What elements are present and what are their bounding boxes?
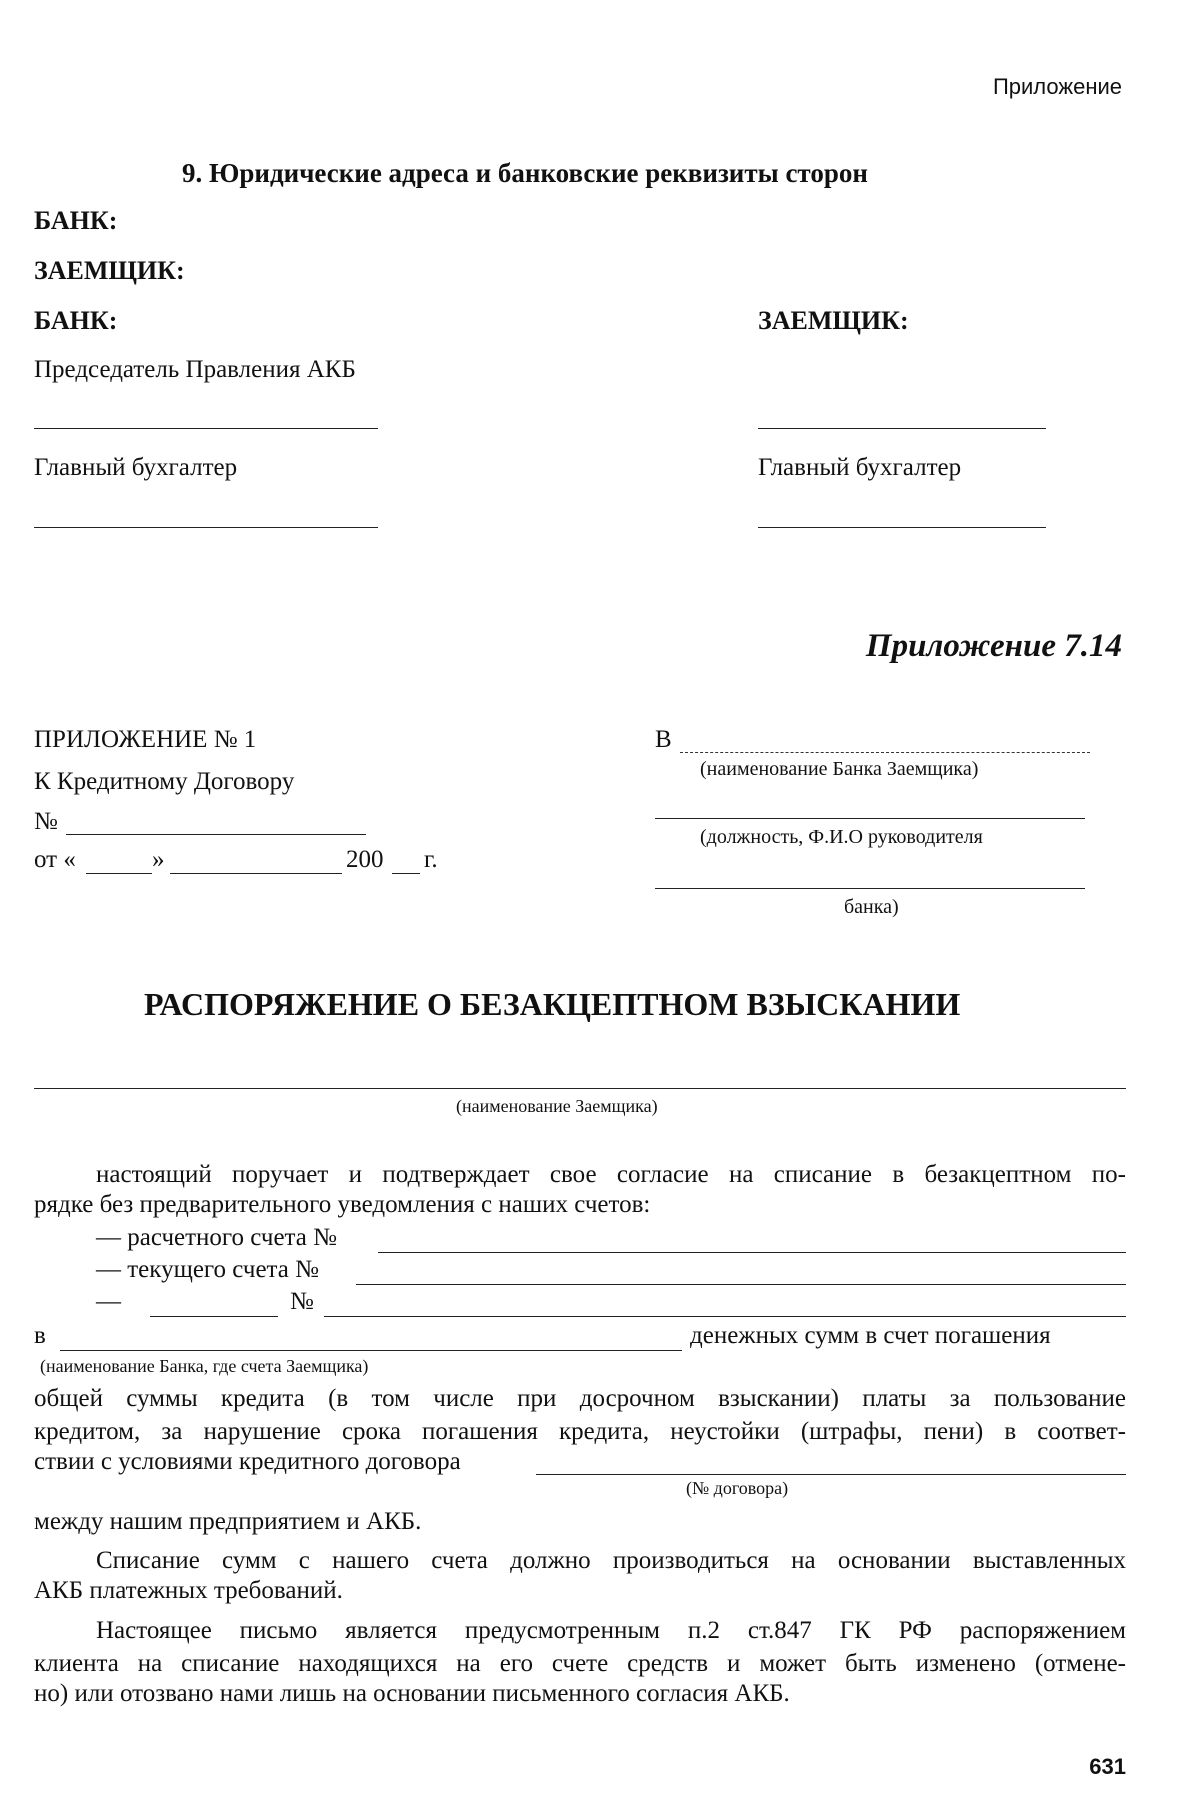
addressee-to: В xyxy=(655,726,672,753)
para3-line1: Списание сумм с нашего счета должно производиться на основании выставленных xyxy=(96,1547,1126,1574)
contract-number-field-line xyxy=(536,1474,1126,1475)
section-title: 9. Юридические адреса и банковские реквизиты сторон xyxy=(182,158,868,188)
addressee-bank-line xyxy=(680,752,1090,753)
para2-line1: общей суммы кредита (в том числе при досрочном взыскании) платы за пользование xyxy=(34,1385,1126,1412)
signature-line-chairman xyxy=(34,428,378,429)
addressee-name-line xyxy=(655,888,1085,889)
attachment-contract: К Кредитному Договору xyxy=(34,768,295,795)
date-year: 200 xyxy=(346,846,384,873)
borrower-name-line xyxy=(34,1088,1126,1089)
date-month-line xyxy=(170,873,342,874)
caption-position: (должность, Ф.И.О руководителя xyxy=(700,826,983,848)
order-title: РАСПОРЯЖЕНИЕ О БЕЗАКЦЕПТНОМ ВЗЫСКАНИИ xyxy=(144,986,961,1022)
caption-borrower-bank: (наименование Банка Заемщика) xyxy=(700,758,979,780)
para2-line3: ствии с условиями кредитного договора xyxy=(34,1448,461,1475)
page-number: 631 xyxy=(1089,1754,1126,1779)
date-g: г. xyxy=(424,846,438,873)
in-prefix: в xyxy=(34,1322,46,1349)
account-other-line xyxy=(324,1316,1126,1317)
account-other-type-line xyxy=(150,1316,278,1317)
signature-line-accountant-right xyxy=(758,527,1046,528)
para2-line4: между нашим предприятием и АКБ. xyxy=(34,1508,422,1535)
chairman-label: Председатель Правления АКБ xyxy=(34,356,356,383)
para4-line2: клиента на списание находящихся на его счете средств и может быть изменено (отмене- xyxy=(34,1650,1126,1677)
caption-borrower-name: (наименование Заемщика) xyxy=(456,1096,658,1116)
account-settlement: — расчетного счета № xyxy=(96,1224,337,1251)
date-quote-close: » xyxy=(152,846,165,873)
signature-line-borrower xyxy=(758,428,1046,429)
attachment-number: ПРИЛОЖЕНИЕ № 1 xyxy=(34,726,257,753)
attachment-number-prefix: № xyxy=(34,808,58,835)
account-other-dash: — xyxy=(96,1288,121,1315)
para2-line2: кредитом, за нарушение срока погашения кредита, неустойки (штрафы, пени) в соответ- xyxy=(34,1418,1126,1445)
sign-borrower-label: ЗАЕМЩИК: xyxy=(758,306,909,335)
contract-number-line xyxy=(66,834,366,835)
para3-line2: АКБ платежных требований. xyxy=(34,1577,343,1604)
account-other-no: № xyxy=(290,1288,314,1315)
para4-line1: Настоящее письмо является предусмотренным п.2 ст.847 ГК РФ распоряжением xyxy=(96,1617,1126,1644)
para4-line3: но) или отозвано нами лишь на основании письменного согласия АКБ. xyxy=(34,1680,790,1707)
caption-bank-end: банка) xyxy=(844,896,899,918)
borrower-label: ЗАЕМЩИК: xyxy=(34,256,185,285)
running-title: Приложение xyxy=(992,74,1122,99)
caption-contract-number: (№ договора) xyxy=(686,1478,789,1498)
signature-line-accountant-left xyxy=(34,527,378,528)
para1-line2: рядке без предварительного уведомления с наших счетов: xyxy=(34,1191,651,1218)
bank-where-line xyxy=(60,1350,682,1351)
chief-accountant-left: Главный бухгалтер xyxy=(34,454,238,481)
appendix-heading: Приложение 7.14 xyxy=(865,628,1122,664)
account-current-line xyxy=(356,1284,1126,1285)
sign-bank-label: БАНК: xyxy=(34,306,118,335)
account-settlement-line xyxy=(378,1252,1126,1253)
date-from: от « xyxy=(34,846,76,873)
date-year-line xyxy=(392,873,420,874)
chief-accountant-right: Главный бухгалтер xyxy=(758,454,962,481)
bank-label: БАНК: xyxy=(34,206,118,235)
account-current: — текущего счета № xyxy=(96,1256,319,1283)
para1-line1: настоящий поручает и подтверждает свое согласие на списание в безакцептном по- xyxy=(96,1161,1126,1188)
caption-bank-where: (наименование Банка, где счета Заемщика) xyxy=(40,1356,369,1376)
funds-text: денежных сумм в счет погашения xyxy=(690,1322,1051,1349)
addressee-position-line xyxy=(655,818,1085,819)
date-day-line xyxy=(86,873,152,874)
